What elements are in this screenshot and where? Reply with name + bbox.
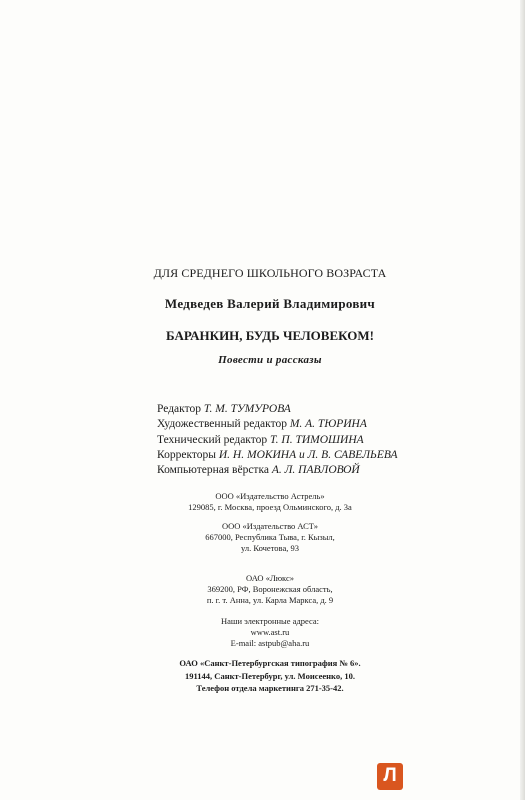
printer-lux [120, 573, 420, 606]
printer-name: ОАО «Санкт-Петербургская типография № 6». [179, 658, 361, 668]
credit-role: Художественный редактор [157, 418, 287, 431]
credit-art-editor [157, 417, 397, 432]
publisher-address: 129085, г. Москва, проезд Ольминского, д. 3а [188, 502, 352, 512]
credit-role: Корректоры [157, 448, 216, 461]
book-subtitle: Повести и рассказы [218, 354, 322, 366]
publisher-name: ООО «Издательство АСТ» [221, 521, 319, 531]
logo-letter: Л [383, 765, 397, 786]
printer-phone: Телефон отдела маркетинга 271-35-42. [196, 683, 344, 693]
printer-address: п. г. т. Анна, ул. Карла Маркса, д. 9 [206, 595, 334, 605]
credit-layout [157, 463, 397, 478]
publisher-logo-icon [377, 763, 403, 790]
credit-role: Редактор [157, 403, 201, 415]
credit-tech-editor [157, 433, 397, 448]
credits-list [157, 402, 397, 478]
credit-proofreaders [157, 448, 397, 463]
book-title: БАРАНКИН, БУДЬ ЧЕЛОВЕКОМ! [166, 328, 374, 343]
publisher-address: 667000, Республика Тыва, г. Кызыл, [205, 532, 335, 542]
credit-name: А. Л. ПАВЛОВОЙ [271, 464, 360, 477]
website-link[interactable]: www.ast.ru [250, 627, 290, 637]
printer-name: ОАО «Люкс» [246, 573, 294, 583]
credit-name: Т. М. ТУМУРОВА [203, 403, 291, 415]
credit-role: Технический редактор [157, 433, 268, 446]
printer-address: 191144, Санкт-Петербург, ул. Моисеенко, 10. [185, 670, 355, 681]
audience-line: ДЛЯ СРЕДНЕГО ШКОЛЬНОГО ВОЗРАСТА [153, 266, 387, 280]
credit-name: И. Н. МОКИНА и Л. В. САВЕЛЬЕВА [218, 448, 398, 461]
publisher-address: ул. Кочетова, 93 [241, 543, 299, 553]
printer-block [120, 657, 420, 695]
publisher-astrel [120, 491, 420, 513]
credit-role: Компьютерная вёрстка [157, 464, 269, 477]
credit-editor [157, 402, 397, 417]
publisher-name: ООО «Издательство Астрель» [215, 491, 325, 501]
printer-address: 369200, РФ, Воронежская область, [207, 584, 333, 594]
credit-name: Т. П. ТИМОШИНА [270, 433, 364, 446]
contacts-block [120, 616, 420, 649]
contacts-heading: Наши электронные адреса: [220, 616, 320, 626]
credit-name: М. А. ТЮРИНА [289, 418, 367, 431]
publisher-ast [120, 521, 420, 554]
author-name: Медведев Валерий Владимирович [164, 296, 376, 311]
page-edge [520, 0, 525, 800]
email-link[interactable]: E-mail: astpub@aha.ru [230, 638, 310, 648]
